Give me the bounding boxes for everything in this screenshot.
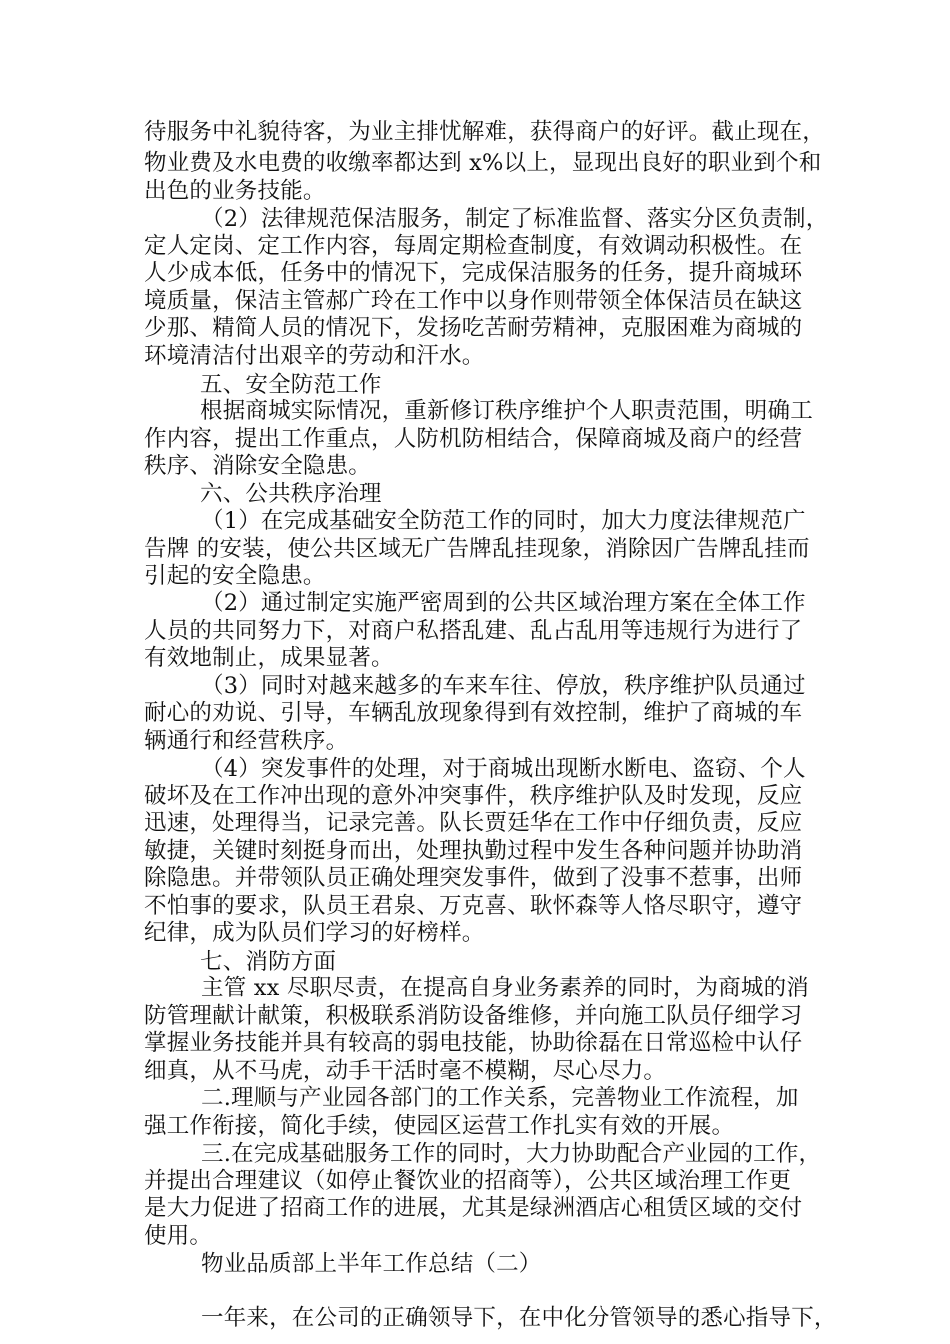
text-line: 耐心的劝说、引导，车辆乱放现象得到有效控制，维护了商城的车: [144, 700, 803, 726]
text-line: 强工作衔接，简化手续，使园区运营工作扎实有效的开展。: [144, 1113, 735, 1139]
text-line: 辆通行和经营秩序。: [144, 728, 349, 754]
document-subtitle: 物业品质部上半年工作总结（二）: [201, 1251, 542, 1277]
text-line: 使用。: [144, 1223, 213, 1249]
text-line: 三.在完成基础服务工作的同时，大力协助配合产业园的工作，: [201, 1141, 822, 1167]
text-line: 并提出合理建议（如停止餐饮业的招商等），公共区域治理工作更: [144, 1168, 792, 1194]
text-line: 主管 xx 尽职尽责，在提高自身业务素养的同时，为商城的消: [201, 975, 809, 1001]
text-line: 防管理献计献策，积极联系消防设备维修，并向施工队员仔细学习: [144, 1003, 803, 1029]
text-line: 引起的安全隐患。: [144, 563, 326, 589]
text-line: 待服务中礼貌待客，为业主排忧解难，获得商户的好评。截止现在，: [144, 119, 826, 145]
text-line: 破坏及在工作冲出现的意外冲突事件，秩序维护队及时发现，反应: [144, 783, 803, 809]
text-line: 人员的共同努力下，对商户私搭乱建、乱占乱用等违规行为进行了: [144, 618, 803, 644]
text-line: 掌握业务技能并具有较高的弱电技能，协助徐磊在日常巡检中认仔: [144, 1030, 803, 1056]
text-line: 少那、精简人员的情况下，发扬吃苦耐劳精神，克服困难为商城的: [144, 315, 803, 341]
section-heading: 五、安全防范工作: [200, 372, 382, 398]
text-line: 人少成本低，任务中的情况下，完成保洁服务的任务，提升商城环: [144, 260, 803, 286]
text-line: 物业费及水电费的收缴率都达到 x%以上，显现出良好的职业到个和: [144, 150, 822, 176]
text-line: 二.理顺与产业园各部门的工作关系，完善物业工作流程，加: [201, 1085, 799, 1111]
text-line: 秩序、消除安全隐患。: [144, 453, 372, 479]
text-line: 敏捷，关键时刻挺身而出，处理执勤过程中发生各种问题并协助消: [144, 838, 803, 864]
text-line: （2）通过制定实施严密周到的公共区域治理方案在全体工作: [201, 590, 806, 616]
text-line: （1）在完成基础安全防范工作的同时，加大力度法律规范广: [201, 508, 806, 534]
text-line: 迅速，处理得当，记录完善。队长贾廷华在工作中仔细负责，反应: [144, 810, 803, 836]
text-line: （3）同时对越来越多的车来车往、停放，秩序维护队员通过: [201, 673, 806, 699]
text-line: 定人定岗、定工作内容，每周定期检查制度，有效调动积极性。在: [144, 233, 803, 259]
text-line: 出色的业务技能。: [144, 178, 326, 204]
section-heading: 六、公共秩序治理: [200, 481, 382, 507]
text-line: 纪律，成为队员们学习的好榜样。: [144, 920, 485, 946]
text-line: 境质量，保洁主管郝广玲在工作中以身作则带领全体保洁员在缺这: [144, 288, 803, 314]
text-line: 除隐患。并带领队员正确处理突发事件，做到了没事不惹事，出师: [144, 865, 803, 891]
text-line: 根据商城实际情况，重新修订秩序维护个人职责范围，明确工: [200, 398, 813, 424]
text-line: 细真，从不马虎，动手干活时毫不模糊，尽心尽力。: [144, 1058, 667, 1084]
section-heading: 七、消防方面: [200, 949, 337, 975]
text-line: （4）突发事件的处理，对于商城出现断水断电、盗窃、个人: [201, 756, 806, 782]
text-line: （2）法律规范保洁服务，制定了标准监督、落实分区负责制，: [201, 206, 829, 232]
text-line: 一年来，在公司的正确领导下，在中化分管领导的悉心指导下，: [201, 1305, 837, 1331]
text-line: 不怕事的要求，队员王君泉、万克喜、耿怀森等人恪尽职守，遵守: [144, 893, 803, 919]
text-line: 作内容，提出工作重点，人防机防相结合，保障商城及商户的经营: [144, 426, 803, 452]
text-line: 是大力促进了招商工作的进展，尤其是绿洲酒店心租赁区域的交付: [144, 1195, 803, 1221]
text-line: 有效地制止，成果显著。: [144, 645, 394, 671]
text-line: 告牌 的安装，使公共区域无广告牌乱挂现象，消除因广告牌乱挂而: [144, 536, 810, 562]
text-line: 环境清洁付出艰辛的劳动和汗水。: [144, 343, 485, 369]
